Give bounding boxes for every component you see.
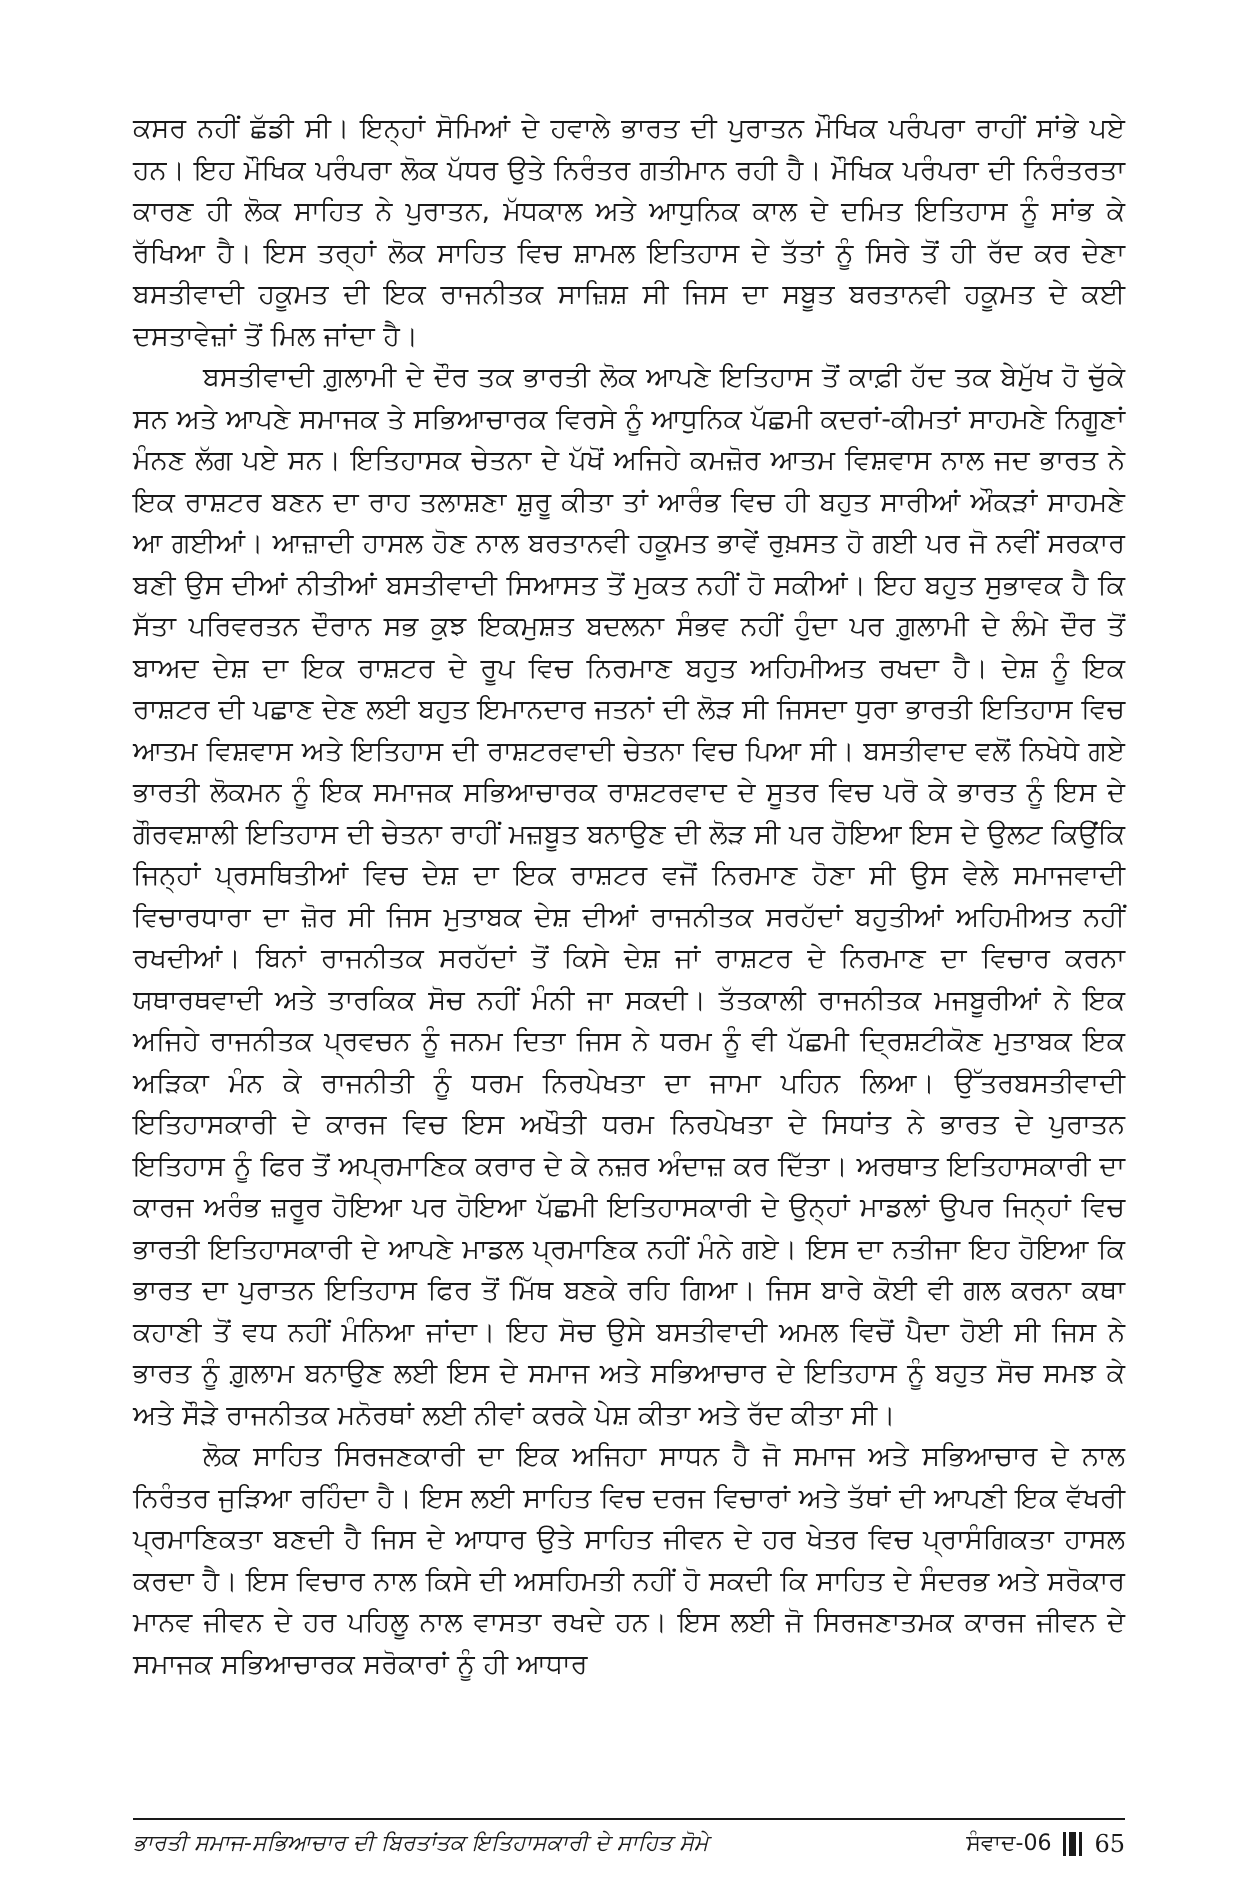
paragraph-3: ਲੋਕ ਸਾਹਿਤ ਸਿਰਜਣਕਾਰੀ ਦਾ ਇਕ ਅਜਿਹਾ ਸਾਧਨ ਹੈ ਜੋ ਸਮਾਜ ਅਤੇ ਸਭਿਆਚਾਰ ਦੇ ਨਾਲ ਨਿਰੰਤਰ ਜੁੜਿਆ ਰਹਿੰਦਾ ਹੈ। ਇਸ ਲਈ ਸਾਹਿਤ ਵਿਚ ਦਰਜ ਵਿਚਾਰਾਂ ਅਤੇ ਤੱਥਾਂ ਦੀ ਆਪਣੀ ਇਕ ਵੱਖਰੀ ਪ੍ਰਮਾਣਿਕਤਾ ਬਣਦੀ ਹੈ ਜਿਸ ਦੇ ਆਧਾਰ ਉਤੇ ਸਾਹਿਤ ਜੀਵਨ ਦੇ ਹਰ ਖੇਤਰ ਵਿਚ ਪ੍ਰਾਸੰਗਿਕਤਾ ਹਾਸਲ ਕਰਦਾ ਹੈ। ਇਸ ਵਿਚਾਰ ਨਾਲ ਕਿਸੇ ਦੀ ਅਸਹਿਮਤੀ ਨਹੀਂ ਹੋ ਸਕਦੀ ਕਿ ਸਾਹਿਤ ਦੇ ਸੰਦਰਭ ਅਤੇ ਸਰੋਕਾਰ ਮਾਨਵ ਜੀਵਨ ਦੇ ਹਰ ਪਹਿਲੂ ਨਾਲ ਵਾਸਤਾ ਰਖਦੇ ਹਨ। ਇਸ ਲਈ ਜੋ ਸਿਰਜਣਾਤਮਕ ਕਾਰਜ ਜੀਵਨ ਦੇ ਸਮਾਜਕ ਸਭਿਆਚਾਰਕ ਸਰੋਕਾਰਾਂ ਨੂੰ ਹੀ ਆਧਾਰ <box>133 1441 1125 1680</box>
paragraph-1: ਕਸਰ ਨਹੀਂ ਛੱਡੀ ਸੀ। ਇਨ੍ਹਾਂ ਸੋਮਿਆਂ ਦੇ ਹਵਾਲੇ ਭਾਰਤ ਦੀ ਪੁਰਾਤਨ ਮੌਖਿਕ ਪਰੰਪਰਾ ਰਾਹੀਂ ਸਾਂਭੇ ਪਏ ਹਨ। ਇਹ ਮੌਖਿਕ ਪਰੰਪਰਾ ਲੋਕ ਪੱਧਰ ਉਤੇ ਨਿਰੰਤਰ ਗਤੀਮਾਨ ਰਹੀ ਹੈ। ਮੌਖਿਕ ਪਰੰਪਰਾ ਦੀ ਨਿਰੰਤਰਤਾ ਕਾਰਣ ਹੀ ਲੋਕ ਸਾਹਿਤ ਨੇ ਪੁਰਾਤਨ, ਮੱਧਕਾਲ ਅਤੇ ਆਧੁਨਿਕ ਕਾਲ ਦੇ ਦਮਿਤ ਇਤਿਹਾਸ ਨੂੰ ਸਾਂਭ ਕੇ ਰੱਖਿਆ ਹੈ। ਇਸ ਤਰ੍ਹਾਂ ਲੋਕ ਸਾਹਿਤ ਵਿਚ ਸ਼ਾਮਲ ਇਤਿਹਾਸ ਦੇ ਤੱਤਾਂ ਨੂੰ ਸਿਰੇ ਤੋਂ ਹੀ ਰੱਦ ਕਰ ਦੇਣਾ ਬਸਤੀਵਾਦੀ ਹਕੂਮਤ ਦੀ ਇਕ ਰਾਜਨੀਤਕ ਸਾਜ਼ਿਸ਼ ਸੀ ਜਿਸ ਦਾ ਸਬੂਤ ਬਰਤਾਨਵੀ ਹਕੂਮਤ ਦੇ ਕਈ ਦਸਤਾਵੇਜ਼ਾਂ ਤੋਂ ਮਿਲ ਜਾਂਦਾ ਹੈ। <box>133 113 1125 352</box>
body-text <box>133 108 1125 1685</box>
paragraph-2: ਬਸਤੀਵਾਦੀ ਗ਼ੁਲਾਮੀ ਦੇ ਦੌਰ ਤਕ ਭਾਰਤੀ ਲੋਕ ਆਪਣੇ ਇਤਿਹਾਸ ਤੋਂ ਕਾਫ਼ੀ ਹੱਦ ਤਕ ਬੇਮੁੱਖ ਹੋ ਚੁੱਕੇ ਸਨ ਅਤੇ ਆਪਣੇ ਸਮਾਜਕ ਤੇ ਸਭਿਆਚਾਰਕ ਵਿਰਸੇ ਨੂੰ ਆਧੁਨਿਕ ਪੱਛਮੀ ਕਦਰਾਂ-ਕੀਮਤਾਂ ਸਾਹਮਣੇ ਨਿਗੂਣਾਂ ਮੰਨਣ ਲੱਗ ਪਏ ਸਨ। ਇਤਿਹਾਸਕ ਚੇਤਨਾ ਦੇ ਪੱਖੋਂ ਅਜਿਹੇ ਕਮਜ਼ੋਰ ਆਤਮ ਵਿਸ਼ਵਾਸ ਨਾਲ ਜਦ ਭਾਰਤ ਨੇ ਇਕ ਰਾਸ਼ਟਰ ਬਣਨ ਦਾ ਰਾਹ ਤਲਾਸ਼ਣਾ ਸ਼ੁਰੂ ਕੀਤਾ ਤਾਂ ਆਰੰਭ ਵਿਚ ਹੀ ਬਹੁਤ ਸਾਰੀਆਂ ਔਕੜਾਂ ਸਾਹਮਣੇ ਆ ਗਈਆਂ। ਆਜ਼ਾਦੀ ਹਾਸਲ ਹੋਣ ਨਾਲ ਬਰਤਾਨਵੀ ਹਕੂਮਤ ਭਾਵੇਂ ਰੁਖ਼ਸਤ ਹੋ ਗਈ ਪਰ ਜੋ ਨਵੀਂ ਸਰਕਾਰ ਬਣੀ ਉਸ ਦੀਆਂ ਨੀਤੀਆਂ ਬਸਤੀਵਾਦੀ ਸਿਆਸਤ ਤੋਂ ਮੁਕਤ ਨਹੀਂ ਹੋ ਸਕੀਆਂ। ਇਹ ਬਹੁਤ ਸੁਭਾਵਕ ਹੈ ਕਿ ਸੱਤਾ ਪਰਿਵਰਤਨ ਦੌਰਾਨ ਸਭ ਕੁਝ ਇਕਮੁਸ਼ਤ ਬਦਲਨਾ ਸੰਭਵ ਨਹੀਂ ਹੁੰਦਾ ਪਰ ਗ਼ੁਲਾਮੀ ਦੇ ਲੰਮੇ ਦੌਰ ਤੋਂ ਬਾਅਦ ਦੇਸ਼ ਦਾ ਇਕ ਰਾਸ਼ਟਰ ਦੇ ਰੂਪ ਵਿਚ ਨਿਰਮਾਣ ਬਹੁਤ ਅਹਿਮੀਅਤ ਰਖਦਾ ਹੈ। ਦੇਸ਼ ਨੂੰ ਇਕ ਰਾਸ਼ਟਰ ਦੀ ਪਛਾਣ ਦੇਣ ਲਈ ਬਹੁਤ ਇਮਾਨਦਾਰ ਜਤਨਾਂ ਦੀ ਲੋੜ ਸੀ ਜਿਸਦਾ ਧੁਰਾ ਭਾਰਤੀ ਇਤਿਹਾਸ ਵਿਚ ਆਤਮ ਵਿਸ਼ਵਾਸ ਅਤੇ ਇਤਿਹਾਸ ਦੀ ਰਾਸ਼ਟਰਵਾਦੀ ਚੇਤਨਾ ਵਿਚ ਪਿਆ ਸੀ। ਬਸਤੀਵਾਦ ਵਲੋਂ ਨਿਖੇਧੇ ਗਏ ਭਾਰਤੀ ਲੋਕਮਨ ਨੂੰ ਇਕ ਸਮਾਜਕ ਸਭਿਆਚਾਰਕ ਰਾਸ਼ਟਰਵਾਦ ਦੇ ਸੂਤਰ ਵਿਚ ਪਰੋ ਕੇ ਭਾਰਤ ਨੂੰ ਇਸ ਦੇ ਗੌਰਵਸ਼ਾਲੀ ਇਤਿਹਾਸ ਦੀ ਚੇਤਨਾ ਰਾਹੀਂ ਮਜ਼ਬੂਤ ਬਨਾਉਣ ਦੀ ਲੋੜ ਸੀ ਪਰ ਹੋਇਆ ਇਸ ਦੇ ਉਲਟ ਕਿਉਂਕਿ ਜਿਨ੍ਹਾਂ ਪ੍ਰਸਥਿਤੀਆਂ ਵਿਚ ਦੇਸ਼ ਦਾ ਇਕ ਰਾਸ਼ਟਰ ਵਜੋਂ ਨਿਰਮਾਣ ਹੋਣਾ ਸੀ ਉਸ ਵੇਲੇ ਸਮਾਜਵਾਦੀ ਵਿਚਾਰਧਾਰਾ ਦਾ ਜ਼ੋਰ ਸੀ ਜਿਸ ਮੁਤਾਬਕ ਦੇਸ਼ ਦੀਆਂ ਰਾਜਨੀਤਕ ਸਰਹੱਦਾਂ ਬਹੁਤੀਆਂ ਅਹਿਮੀਅਤ ਨਹੀਂ ਰਖਦੀਆਂ। ਬਿਨਾਂ ਰਾਜਨੀਤਕ ਸਰਹੱਦਾਂ ਤੋਂ ਕਿਸੇ ਦੇਸ਼ ਜਾਂ ਰਾਸ਼ਟਰ ਦੇ ਨਿਰਮਾਣ ਦਾ ਵਿਚਾਰ ਕਰਨਾ ਯਥਾਰਥਵਾਦੀ ਅਤੇ ਤਾਰਕਿਕ ਸੋਚ ਨਹੀਂ ਮੰਨੀ ਜਾ ਸਕਦੀ। ਤੱਤਕਾਲੀ ਰਾਜਨੀਤਕ ਮਜਬੂਰੀਆਂ ਨੇ ਇਕ ਅਜਿਹੇ ਰਾਜਨੀਤਕ ਪ੍ਰਵਚਨ ਨੂੰ ਜਨਮ ਦਿਤਾ ਜਿਸ ਨੇ ਧਰਮ ਨੂੰ ਵੀ ਪੱਛਮੀ ਦ੍ਰਿਸ਼ਟੀਕੋਣ ਮੁਤਾਬਕ ਇਕ ਅੜਿਕਾ ਮੰਨ ਕੇ ਰਾਜਨੀਤੀ ਨੂੰ ਧਰਮ ਨਿਰਪੇਖਤਾ ਦਾ ਜਾਮਾ ਪਹਿਨ ਲਿਆ। ਉੱਤਰਬਸਤੀਵਾਦੀ ਇਤਿਹਾਸਕਾਰੀ ਦੇ ਕਾਰਜ ਵਿਚ ਇਸ ਅਖੌਤੀ ਧਰਮ ਨਿਰਪੇਖਤਾ ਦੇ ਸਿਧਾਂਤ ਨੇ ਭਾਰਤ ਦੇ ਪੁਰਾਤਨ ਇਤਿਹਾਸ ਨੂੰ ਫਿਰ ਤੋਂ ਅਪ੍ਰਮਾਣਿਕ ਕਰਾਰ ਦੇ ਕੇ ਨਜ਼ਰ ਅੰਦਾਜ਼ ਕਰ ਦਿੱਤਾ। ਅਰਥਾਤ ਇਤਿਹਾਸਕਾਰੀ ਦਾ ਕਾਰਜ ਅਰੰਭ ਜ਼ਰੂਰ ਹੋਇਆ ਪਰ ਹੋਇਆ ਪੱਛਮੀ ਇਤਿਹਾਸਕਾਰੀ ਦੇ ਉਨ੍ਹਾਂ ਮਾਡਲਾਂ ਉਪਰ ਜਿਨ੍ਹਾਂ ਵਿਚ ਭਾਰਤੀ ਇਤਿਹਾਸਕਾਰੀ ਦੇ ਆਪਣੇ ਮਾਡਲ ਪ੍ਰਮਾਣਿਕ ਨਹੀਂ ਮੰਨੇ ਗਏ। ਇਸ ਦਾ ਨਤੀਜਾ ਇਹ ਹੋਇਆ ਕਿ ਭਾਰਤ ਦਾ ਪੁਰਾਤਨ ਇਤਿਹਾਸ ਫਿਰ ਤੋਂ ਮਿੱਥ ਬਣਕੇ ਰਹਿ ਗਿਆ। ਜਿਸ ਬਾਰੇ ਕੋਈ ਵੀ ਗਲ ਕਰਨਾ ਕਥਾ ਕਹਾਣੀ ਤੋਂ ਵਧ ਨਹੀਂ ਮੰਨਿਆ ਜਾਂਦਾ। ਇਹ ਸੋਚ ਉਸੇ ਬਸਤੀਵਾਦੀ ਅਮਲ ਵਿਚੋਂ ਪੈਦਾ ਹੋਈ ਸੀ ਜਿਸ ਨੇ ਭਾਰਤ ਨੂੰ ਗ਼ੁਲਾਮ ਬਨਾਉਣ ਲਈ ਇਸ ਦੇ ਸਮਾਜ ਅਤੇ ਸਭਿਆਚਾਰ ਦੇ ਇਤਿਹਾਸ ਨੂੰ ਬਹੁਤ ਸੋਚ ਸਮਝ ਕੇ ਅਤੇ ਸੌੜੇ ਰਾਜਨੀਤਕ ਮਨੋਰਥਾਂ ਲਈ ਨੀਵਾਂ ਕਰਕੇ ਪੇਸ਼ ਕੀਤਾ ਅਤੇ ਰੱਦ ਕੀਤਾ ਸੀ। <box>133 362 1125 1431</box>
bars-icon <box>1063 1832 1082 1856</box>
page-number: 65 <box>1094 1830 1125 1858</box>
bar-thick <box>1069 1832 1076 1856</box>
page-footer <box>133 1826 1125 1866</box>
bar-thin <box>1079 1832 1082 1856</box>
footer-rule <box>133 1818 1125 1820</box>
bar-thin <box>1063 1832 1066 1856</box>
running-title: ਭਾਰਤੀ ਸਮਾਜ-ਸਭਿਆਚਾਰ ਦੀ ਬਿਰਤਾਂਤਕ ਇਤਿਹਾਸਕਾਰੀ ਦੇ ਸਾਹਿਤ ਸੋਮੇ <box>133 1831 709 1856</box>
footer-right-block <box>966 1826 1125 1862</box>
issue-label: ਸੰਵਾਦ-06 <box>966 1831 1052 1856</box>
